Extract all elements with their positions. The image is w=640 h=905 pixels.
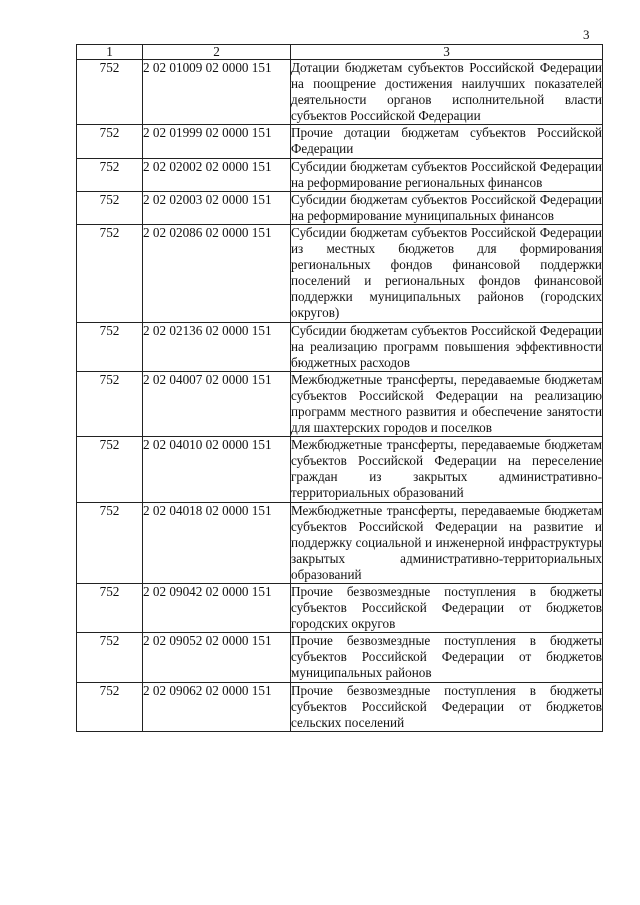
table-row [77,633,603,682]
revenue-name-cell: Прочие безвозмездные поступления в бюджеты субъектов Российской Федерации от бюджетов сельских поселений [291,682,602,730]
admin-code-cell: 752 [77,437,143,502]
table-row [77,224,603,322]
admin-code-cell: 752 [77,371,143,436]
table-row [77,437,603,502]
admin-code-cell: 752 [77,584,143,633]
table-row [77,584,603,633]
admin-code-cell: 752 [77,224,143,322]
admin-code-cell: 752 [77,633,143,682]
budget-code-cell: 2 02 09052 02 0000 151 [143,633,291,682]
revenue-name-cell: Субсидии бюджетам субъектов Российской Федерации из местных бюджетов для формирования региональных фондов финансовой поддержки поселений и региональных фондов финансовой поддержки муниципальных районов (городских округов) [291,224,602,321]
budget-code-cell: 2 02 04010 02 0000 151 [143,437,291,502]
table-row [77,502,603,583]
table-row [77,322,603,371]
budget-code-cell: 2 02 04018 02 0000 151 [143,502,291,583]
revenue-name-cell: Прочие безвозмездные поступления в бюджеты субъектов Российской Федерации от бюджетов городских округов [291,584,602,632]
budget-code-cell: 2 02 09042 02 0000 151 [143,584,291,633]
table-header-row [77,45,603,60]
budget-code-cell: 2 02 09062 02 0000 151 [143,682,291,731]
admin-code-cell: 752 [77,502,143,583]
admin-code-cell: 752 [77,158,143,191]
table-row [77,125,603,158]
page-number: 3 [583,27,590,42]
column-header-3: 3 [291,45,603,60]
admin-code-cell: 752 [77,682,143,731]
table-row [77,60,603,125]
admin-code-cell: 752 [77,191,143,224]
table-row [77,158,603,191]
revenue-name-cell: Межбюджетные трансферты, передаваемые бюджетам субъектов Российской Федерации на переселение граждан из закрытых административно-территориальных образований [291,437,602,501]
table-row [77,682,603,731]
revenue-name-cell: Субсидии бюджетам субъектов Российской Федерации на реформирование муниципальных финансов [291,191,602,223]
budget-code-cell: 2 02 01009 02 0000 151 [143,60,291,125]
budget-classification-table [76,44,603,732]
revenue-name-cell: Субсидии бюджетам субъектов Российской Федерации на реализацию программ повышения эффективности бюджетных расходов [291,322,602,370]
table-row [77,371,603,436]
column-header-1: 1 [77,45,143,60]
column-header-2: 2 [143,45,291,60]
budget-code-cell: 2 02 02002 02 0000 151 [143,158,291,191]
revenue-name-cell: Прочие безвозмездные поступления в бюджеты субъектов Российской Федерации от бюджетов муниципальных районов [291,633,602,681]
budget-code-cell: 2 02 04007 02 0000 151 [143,371,291,436]
table-body [77,60,603,732]
table-row [77,191,603,224]
admin-code-cell: 752 [77,125,143,158]
budget-code-cell: 2 02 01999 02 0000 151 [143,125,291,158]
budget-code-cell: 2 02 02086 02 0000 151 [143,224,291,322]
revenue-name-cell: Субсидии бюджетам субъектов Российской Федерации на реформирование региональных финансов [291,158,602,190]
admin-code-cell: 752 [77,60,143,125]
admin-code-cell: 752 [77,322,143,371]
budget-code-cell: 2 02 02003 02 0000 151 [143,191,291,224]
budget-code-cell: 2 02 02136 02 0000 151 [143,322,291,371]
revenue-name-cell: Дотации бюджетам субъектов Российской Федерации на поощрение достижения наилучших показателей деятельности органов исполнительной власти субъектов Российской Федерации [291,60,602,124]
revenue-name-cell: Межбюджетные трансферты, передаваемые бюджетам субъектов Российской Федерации на развитие и поддержку социальной и инженерной инфраструктуры закрытых административно-территориальных образований [291,502,602,582]
revenue-name-cell: Прочие дотации бюджетам субъектов Российской Федерации [291,125,602,157]
revenue-name-cell: Межбюджетные трансферты, передаваемые бюджетам субъектов Российской Федерации на реализацию программ местного развития и обеспечение занятости для шахтерских городов и поселков [291,371,602,436]
